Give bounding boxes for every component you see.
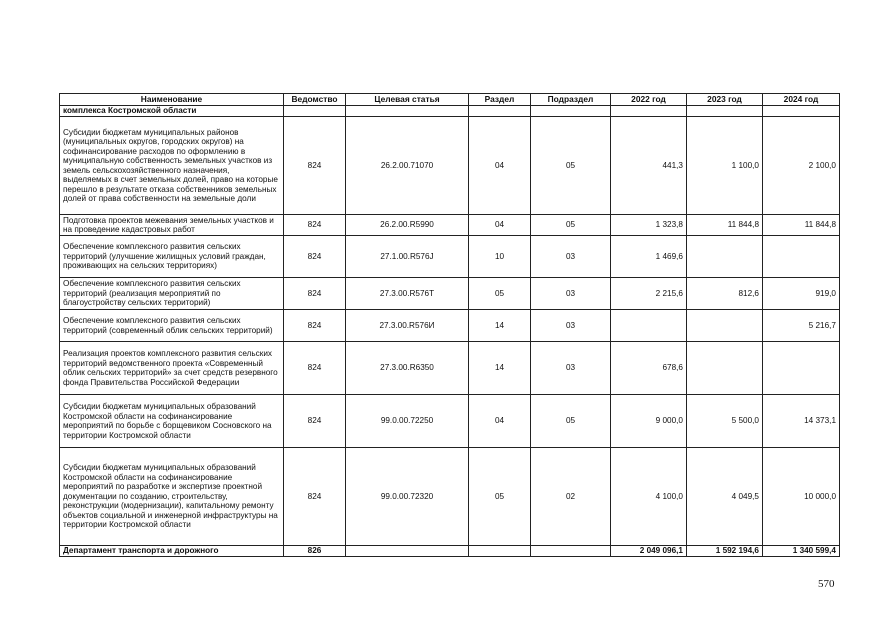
table-row bbox=[60, 106, 840, 117]
page-number: 570 bbox=[818, 578, 835, 590]
row-target-article: 27.3.00.R576И bbox=[346, 310, 469, 342]
row-2022: 4 100,0 bbox=[611, 448, 687, 546]
row-2022: 2 215,6 bbox=[611, 278, 687, 310]
row-2022: 441,3 bbox=[611, 117, 687, 215]
table-row bbox=[60, 546, 840, 557]
budget-table bbox=[59, 93, 840, 557]
row-2023: 812,6 bbox=[687, 278, 763, 310]
row-section: 05 bbox=[469, 448, 531, 546]
row-2023 bbox=[687, 342, 763, 395]
row-2024: 2 100,0 bbox=[763, 117, 840, 215]
row-2024 bbox=[763, 342, 840, 395]
row-name: Субсидии бюджетам муниципальных образований Костромской области на софинансирование мероприятий по борьбе с борщевиком Сосновского на территории Костромской области bbox=[60, 395, 284, 448]
row-department: 824 bbox=[284, 448, 346, 546]
row-department: 824 bbox=[284, 342, 346, 395]
row-section: 04 bbox=[469, 215, 531, 236]
row-2023 bbox=[687, 106, 763, 117]
row-2022 bbox=[611, 310, 687, 342]
table-row bbox=[60, 342, 840, 395]
row-name: Подготовка проектов межевания земельных участков и на проведение кадастровых работ bbox=[60, 215, 284, 236]
row-2024 bbox=[763, 236, 840, 278]
table-row bbox=[60, 215, 840, 236]
row-subsection bbox=[531, 546, 611, 557]
row-section: 14 bbox=[469, 310, 531, 342]
row-subsection: 03 bbox=[531, 278, 611, 310]
header-2022: 2022 год bbox=[611, 94, 687, 106]
row-target-article: 27.3.00.R6350 bbox=[346, 342, 469, 395]
row-section: 14 bbox=[469, 342, 531, 395]
row-name: Департамент транспорта и дорожного bbox=[60, 546, 284, 557]
row-name: Обеспечение комплексного развития сельских территорий (современный облик сельских территорий) bbox=[60, 310, 284, 342]
table-row bbox=[60, 278, 840, 310]
row-subsection bbox=[531, 106, 611, 117]
row-name: Субсидии бюджетам муниципальных районов (муниципальных округов, городских округов) на софинансирование расходов по оформлению в муниципальную собственность земельных участков из земель сельскохозяйственного назначения, выделяемых в счет земельных долей, право на которые перешло в результате отказа собственников земельных долей от права собственности на земельные доли bbox=[60, 117, 284, 215]
row-department: 824 bbox=[284, 236, 346, 278]
header-subsection: Подраздел bbox=[531, 94, 611, 106]
header-target-article: Целевая статья bbox=[346, 94, 469, 106]
header-section: Раздел bbox=[469, 94, 531, 106]
row-2023: 1 592 194,6 bbox=[687, 546, 763, 557]
row-2023: 4 049,5 bbox=[687, 448, 763, 546]
row-subsection: 02 bbox=[531, 448, 611, 546]
table-row bbox=[60, 117, 840, 215]
row-2022: 1 469,6 bbox=[611, 236, 687, 278]
row-subsection: 03 bbox=[531, 342, 611, 395]
table-row bbox=[60, 395, 840, 448]
row-target-article: 99.0.00.72320 bbox=[346, 448, 469, 546]
header-name: Наименование bbox=[60, 94, 284, 106]
row-name: Обеспечение комплексного развития сельских территорий (улучшение жилищных условий граждан, проживающих на сельских территориях) bbox=[60, 236, 284, 278]
row-section bbox=[469, 106, 531, 117]
row-2023 bbox=[687, 236, 763, 278]
row-name: комплекса Костромской области bbox=[60, 106, 284, 117]
table-row bbox=[60, 310, 840, 342]
row-target-article bbox=[346, 106, 469, 117]
row-department: 824 bbox=[284, 117, 346, 215]
table-row bbox=[60, 448, 840, 546]
row-target-article: 26.2.00.71070 bbox=[346, 117, 469, 215]
row-2022 bbox=[611, 106, 687, 117]
row-2023: 1 100,0 bbox=[687, 117, 763, 215]
row-department: 824 bbox=[284, 215, 346, 236]
row-subsection: 05 bbox=[531, 117, 611, 215]
row-2023: 11 844,8 bbox=[687, 215, 763, 236]
row-section: 04 bbox=[469, 395, 531, 448]
row-section bbox=[469, 546, 531, 557]
row-department: 824 bbox=[284, 395, 346, 448]
row-2024: 919,0 bbox=[763, 278, 840, 310]
row-2023: 5 500,0 bbox=[687, 395, 763, 448]
table-row bbox=[60, 236, 840, 278]
row-2022: 678,6 bbox=[611, 342, 687, 395]
row-2024: 1 340 599,4 bbox=[763, 546, 840, 557]
row-name: Обеспечение комплексного развития сельских территорий (реализация мероприятий по благоустройству сельских территорий) bbox=[60, 278, 284, 310]
row-target-article: 27.1.00.R576J bbox=[346, 236, 469, 278]
row-2024: 5 216,7 bbox=[763, 310, 840, 342]
header-2024: 2024 год bbox=[763, 94, 840, 106]
row-name: Субсидии бюджетам муниципальных образований Костромской области на софинансирование мероприятий по разработке и экспертизе проектной документации по созданию, строительству, реконструкции (модернизации), капитальному ремонту объектов социальной и инженерной инфраструктуры на территории Костромской области bbox=[60, 448, 284, 546]
row-2024: 11 844,8 bbox=[763, 215, 840, 236]
row-target-article: 26.2.00.R5990 bbox=[346, 215, 469, 236]
row-department: 824 bbox=[284, 278, 346, 310]
row-section: 10 bbox=[469, 236, 531, 278]
header-department: Ведомство bbox=[284, 94, 346, 106]
row-target-article bbox=[346, 546, 469, 557]
table-header-row bbox=[60, 94, 840, 106]
row-2024: 10 000,0 bbox=[763, 448, 840, 546]
row-2023 bbox=[687, 310, 763, 342]
row-department: 826 bbox=[284, 546, 346, 557]
row-subsection: 03 bbox=[531, 310, 611, 342]
row-section: 04 bbox=[469, 117, 531, 215]
row-subsection: 05 bbox=[531, 395, 611, 448]
row-subsection: 05 bbox=[531, 215, 611, 236]
header-2023: 2023 год bbox=[687, 94, 763, 106]
row-department bbox=[284, 106, 346, 117]
row-2022: 1 323,8 bbox=[611, 215, 687, 236]
row-section: 05 bbox=[469, 278, 531, 310]
row-subsection: 03 bbox=[531, 236, 611, 278]
row-target-article: 99.0.00.72250 bbox=[346, 395, 469, 448]
row-2022: 2 049 096,1 bbox=[611, 546, 687, 557]
row-2024 bbox=[763, 106, 840, 117]
row-2024: 14 373,1 bbox=[763, 395, 840, 448]
row-target-article: 27.3.00.R576Т bbox=[346, 278, 469, 310]
row-2022: 9 000,0 bbox=[611, 395, 687, 448]
row-department: 824 bbox=[284, 310, 346, 342]
row-name: Реализация проектов комплексного развития сельских территорий ведомственного проекта «Современный облик сельских территорий» за счет средств резервного фонда Правительства Российской Федерации bbox=[60, 342, 284, 395]
